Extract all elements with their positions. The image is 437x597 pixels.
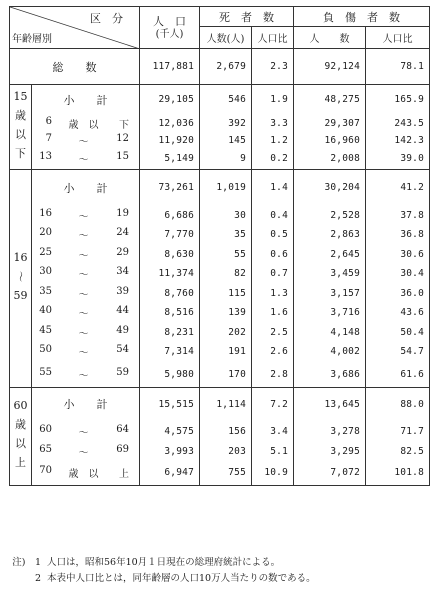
- age-group-label-line: 歳: [15, 418, 26, 431]
- age-range-label: [32, 264, 140, 284]
- group-subtotal-row: [10, 85, 430, 115]
- cell-deaths-ratio: 2.6: [252, 342, 294, 362]
- subtotal-deaths-ratio: 7.2: [252, 387, 294, 421]
- age-group-label-cell: [10, 387, 32, 485]
- age-range-to: 24: [116, 227, 129, 239]
- age-range-label: [32, 342, 140, 362]
- age-group-label: 年齢層別: [12, 34, 52, 45]
- age-range-to: 34: [116, 266, 129, 278]
- cell-deaths: 170: [200, 362, 252, 388]
- subtotal-deaths-ratio: 1.4: [252, 170, 294, 206]
- cell-deaths-ratio: 3.3: [252, 115, 294, 132]
- cell-injured-ratio: 39.0: [366, 149, 430, 170]
- age-range-to: 29: [116, 246, 129, 258]
- subtotal-deaths: 1,019: [200, 170, 252, 206]
- cell-deaths: 755: [200, 461, 252, 485]
- age-range-label: [32, 461, 140, 485]
- subtotal-deaths-ratio: 1.9: [252, 85, 294, 115]
- total-deaths-ratio: 2.3: [252, 49, 294, 85]
- age-range-row: [10, 245, 430, 265]
- footnote-line: [9, 571, 316, 587]
- cell-injured: 3,157: [294, 284, 366, 304]
- subtotal-injured: 13,645: [294, 387, 366, 421]
- cell-injured-ratio: 50.4: [366, 323, 430, 343]
- age-range-label: [32, 206, 140, 226]
- age-range-mid: 〜: [78, 289, 89, 301]
- age-range-from: 70: [39, 465, 52, 477]
- cell-injured-ratio: 36.8: [366, 225, 430, 245]
- cell-population: 4,575: [140, 421, 200, 441]
- age-range-from: 7: [45, 132, 52, 144]
- age-range-row: [10, 132, 430, 149]
- age-range-mid: 〜: [78, 155, 89, 167]
- table-body: [10, 7, 430, 486]
- cell-population: 11,374: [140, 264, 200, 284]
- cell-deaths: 115: [200, 284, 252, 304]
- subtotal-injured-ratio: 41.2: [366, 170, 430, 206]
- cell-population: 5,149: [140, 149, 200, 170]
- subtotal-population: 15,515: [140, 387, 200, 421]
- age-range-row: [10, 149, 430, 170]
- age-range-to: 49: [116, 324, 129, 336]
- age-range-to: 上: [119, 469, 129, 481]
- footnote-number: 2: [34, 573, 41, 584]
- age-range-label: [32, 225, 140, 245]
- age-range-mid: 〜: [78, 309, 89, 321]
- age-group-label-line: 上: [15, 456, 26, 469]
- age-group-label-line: 以: [15, 437, 26, 450]
- total-population: 117,881: [140, 49, 200, 85]
- cell-population: 8,760: [140, 284, 200, 304]
- subtotal-label: 小 計: [32, 387, 140, 421]
- age-group-label-line: 下: [15, 147, 26, 160]
- age-range-row: [10, 441, 430, 461]
- total-label: 総 数: [10, 49, 140, 85]
- subtotal-label: 小 計: [32, 85, 140, 115]
- age-range-mid: 〜: [78, 136, 89, 148]
- age-range-from: 45: [39, 324, 52, 336]
- cell-deaths-ratio: 2.5: [252, 323, 294, 343]
- subtotal-population: 29,105: [140, 85, 200, 115]
- age-range-label: [32, 323, 140, 343]
- age-group-label-cell: [10, 85, 32, 170]
- cell-deaths-ratio: 10.9: [252, 461, 294, 485]
- age-group-label-line: 15: [13, 90, 28, 103]
- age-range-mid: 歳 以: [68, 119, 99, 131]
- age-group-label-line: 60: [13, 399, 28, 412]
- cell-injured: 3,686: [294, 362, 366, 388]
- cell-injured: 3,459: [294, 264, 366, 284]
- age-range-from: 35: [39, 285, 52, 297]
- cell-deaths-ratio: 3.4: [252, 421, 294, 441]
- cell-deaths-ratio: 0.7: [252, 264, 294, 284]
- cell-injured: 7,072: [294, 461, 366, 485]
- age-range-label: [32, 245, 140, 265]
- age-range-to: 54: [116, 344, 129, 356]
- total-injured: 92,124: [294, 49, 366, 85]
- age-range-label: [32, 132, 140, 149]
- corner-header-cell: [10, 7, 140, 49]
- cell-population: 12,036: [140, 115, 200, 132]
- age-range-from: 55: [39, 366, 52, 378]
- age-range-from: 60: [39, 423, 52, 435]
- age-range-mid: 〜: [78, 250, 89, 262]
- age-range-from: 30: [39, 266, 52, 278]
- age-range-mid: 〜: [78, 211, 89, 223]
- cell-injured: 2,528: [294, 206, 366, 226]
- age-range-mid: 〜: [78, 370, 89, 382]
- age-range-to: 64: [116, 423, 129, 435]
- cell-injured-ratio: 142.3: [366, 132, 430, 149]
- age-range-to: 下: [119, 119, 129, 131]
- age-range-row: [10, 284, 430, 304]
- footnote-number: 注) 1: [12, 557, 41, 568]
- age-range-mid: 〜: [78, 328, 89, 340]
- age-range-mid: 〜: [78, 231, 89, 243]
- cell-population: 11,920: [140, 132, 200, 149]
- age-range-row: [10, 421, 430, 441]
- age-range-to: 15: [116, 151, 129, 163]
- deaths-count-header: 人数(人): [200, 27, 252, 49]
- kubun-label: 区 分: [90, 12, 123, 25]
- subtotal-label: 小 計: [32, 170, 140, 206]
- total-deaths: 2,679: [200, 49, 252, 85]
- age-range-to: 69: [116, 443, 129, 455]
- age-range-label: [32, 284, 140, 304]
- cell-injured: 3,295: [294, 441, 366, 461]
- age-range-from: 40: [39, 305, 52, 317]
- age-range-to: 19: [116, 207, 129, 219]
- cell-deaths: 203: [200, 441, 252, 461]
- cell-population: 6,686: [140, 206, 200, 226]
- age-range-from: 50: [39, 344, 52, 356]
- age-range-to: 12: [116, 132, 129, 144]
- subtotal-population: 73,261: [140, 170, 200, 206]
- age-range-from: 6: [45, 115, 52, 127]
- cell-deaths: 392: [200, 115, 252, 132]
- total-row: [10, 49, 430, 85]
- cell-population: 3,993: [140, 441, 200, 461]
- age-range-mid: 〜: [78, 427, 89, 439]
- cell-population: 5,980: [140, 362, 200, 388]
- cell-injured-ratio: 71.7: [366, 421, 430, 441]
- age-range-row: [10, 461, 430, 485]
- age-range-from: 16: [39, 207, 52, 219]
- cell-deaths-ratio: 5.1: [252, 441, 294, 461]
- cell-deaths-ratio: 0.4: [252, 206, 294, 226]
- cell-injured-ratio: 43.6: [366, 303, 430, 323]
- age-range-row: [10, 303, 430, 323]
- age-group-casualty-table: [9, 6, 430, 486]
- injured-count-header: 人 数: [294, 27, 366, 49]
- cell-deaths-ratio: 1.6: [252, 303, 294, 323]
- population-unit-label: (千人): [155, 28, 184, 40]
- age-range-from: 25: [39, 246, 52, 258]
- footnotes: [9, 555, 316, 587]
- cell-injured-ratio: 54.7: [366, 342, 430, 362]
- age-range-to: 44: [116, 305, 129, 317]
- cell-deaths: 55: [200, 245, 252, 265]
- cell-deaths-ratio: 2.8: [252, 362, 294, 388]
- cell-deaths: 156: [200, 421, 252, 441]
- age-range-mid: 〜: [78, 348, 89, 360]
- age-range-mid: 〜: [78, 270, 89, 282]
- cell-deaths-ratio: 1.2: [252, 132, 294, 149]
- cell-injured-ratio: 82.5: [366, 441, 430, 461]
- cell-deaths: 145: [200, 132, 252, 149]
- cell-injured: 16,960: [294, 132, 366, 149]
- group-subtotal-row: [10, 170, 430, 206]
- subtotal-deaths: 1,114: [200, 387, 252, 421]
- cell-injured-ratio: 36.0: [366, 284, 430, 304]
- cell-population: 8,630: [140, 245, 200, 265]
- cell-deaths-ratio: 0.6: [252, 245, 294, 265]
- deaths-ratio-header: 人口比: [252, 27, 294, 49]
- age-group-label-line: 以: [15, 128, 26, 141]
- cell-injured: 2,008: [294, 149, 366, 170]
- injured-ratio-header: 人口比: [366, 27, 430, 49]
- cell-population: 7,770: [140, 225, 200, 245]
- cell-injured: 4,002: [294, 342, 366, 362]
- cell-injured-ratio: 101.8: [366, 461, 430, 485]
- injured-header: 負 傷 者 数: [294, 7, 430, 27]
- cell-injured: 2,645: [294, 245, 366, 265]
- age-group-label-line: 16: [13, 250, 28, 264]
- age-group-label-line: 歳: [15, 109, 26, 122]
- cell-deaths: 191: [200, 342, 252, 362]
- age-range-mid: 歳 以: [68, 469, 99, 481]
- population-label: 人 口: [153, 14, 186, 28]
- cell-injured-ratio: 30.6: [366, 245, 430, 265]
- age-range-row: [10, 362, 430, 388]
- age-range-label: [32, 421, 140, 441]
- deaths-header: 死 者 数: [200, 7, 294, 27]
- cell-injured-ratio: 61.6: [366, 362, 430, 388]
- age-group-label-line: 59: [13, 288, 28, 302]
- cell-injured: 2,863: [294, 225, 366, 245]
- age-range-to: 39: [116, 285, 129, 297]
- subtotal-injured-ratio: 165.9: [366, 85, 430, 115]
- cell-injured: 29,307: [294, 115, 366, 132]
- cell-injured-ratio: 37.8: [366, 206, 430, 226]
- cell-deaths-ratio: 0.5: [252, 225, 294, 245]
- cell-deaths: 82: [200, 264, 252, 284]
- cell-deaths-ratio: 1.3: [252, 284, 294, 304]
- age-range-mid: 〜: [78, 447, 89, 459]
- age-range-label: [32, 362, 140, 388]
- age-range-label: [32, 441, 140, 461]
- age-group-label-cell: [10, 170, 32, 388]
- cell-population: 8,516: [140, 303, 200, 323]
- age-range-row: [10, 225, 430, 245]
- subtotal-injured-ratio: 88.0: [366, 387, 430, 421]
- cell-deaths: 30: [200, 206, 252, 226]
- cell-deaths: 139: [200, 303, 252, 323]
- cell-deaths: 9: [200, 149, 252, 170]
- population-header: [140, 7, 200, 49]
- age-range-row: [10, 264, 430, 284]
- age-range-row: [10, 323, 430, 343]
- age-range-label: [32, 115, 140, 132]
- cell-deaths: 35: [200, 225, 252, 245]
- cell-injured-ratio: 243.5: [366, 115, 430, 132]
- footnote-text: 人口は，昭和56年10月１日現在の総理府統計による。: [47, 557, 281, 568]
- age-range-to: 59: [116, 366, 129, 378]
- age-range-from: 65: [39, 443, 52, 455]
- footnote-text: 本表中人口比とは，同年齢層の人口10万人当たりの数である。: [47, 573, 316, 584]
- subtotal-injured: 30,204: [294, 170, 366, 206]
- cell-injured: 3,278: [294, 421, 366, 441]
- cell-deaths: 202: [200, 323, 252, 343]
- cell-injured: 4,148: [294, 323, 366, 343]
- cell-population: 7,314: [140, 342, 200, 362]
- age-range-from: 20: [39, 227, 52, 239]
- cell-injured: 3,716: [294, 303, 366, 323]
- footnote-line: [9, 555, 316, 571]
- cell-injured-ratio: 30.4: [366, 264, 430, 284]
- cell-population: 8,231: [140, 323, 200, 343]
- age-range-row: [10, 206, 430, 226]
- cell-deaths-ratio: 0.2: [252, 149, 294, 170]
- age-range-label: [32, 303, 140, 323]
- total-injured-ratio: 78.1: [366, 49, 430, 85]
- group-subtotal-row: [10, 387, 430, 421]
- age-range-row: [10, 115, 430, 132]
- age-group-label-line: 〜: [14, 270, 27, 282]
- age-range-label: [32, 149, 140, 170]
- age-range-row: [10, 342, 430, 362]
- subtotal-deaths: 546: [200, 85, 252, 115]
- cell-population: 6,947: [140, 461, 200, 485]
- age-range-from: 13: [39, 151, 52, 163]
- subtotal-injured: 48,275: [294, 85, 366, 115]
